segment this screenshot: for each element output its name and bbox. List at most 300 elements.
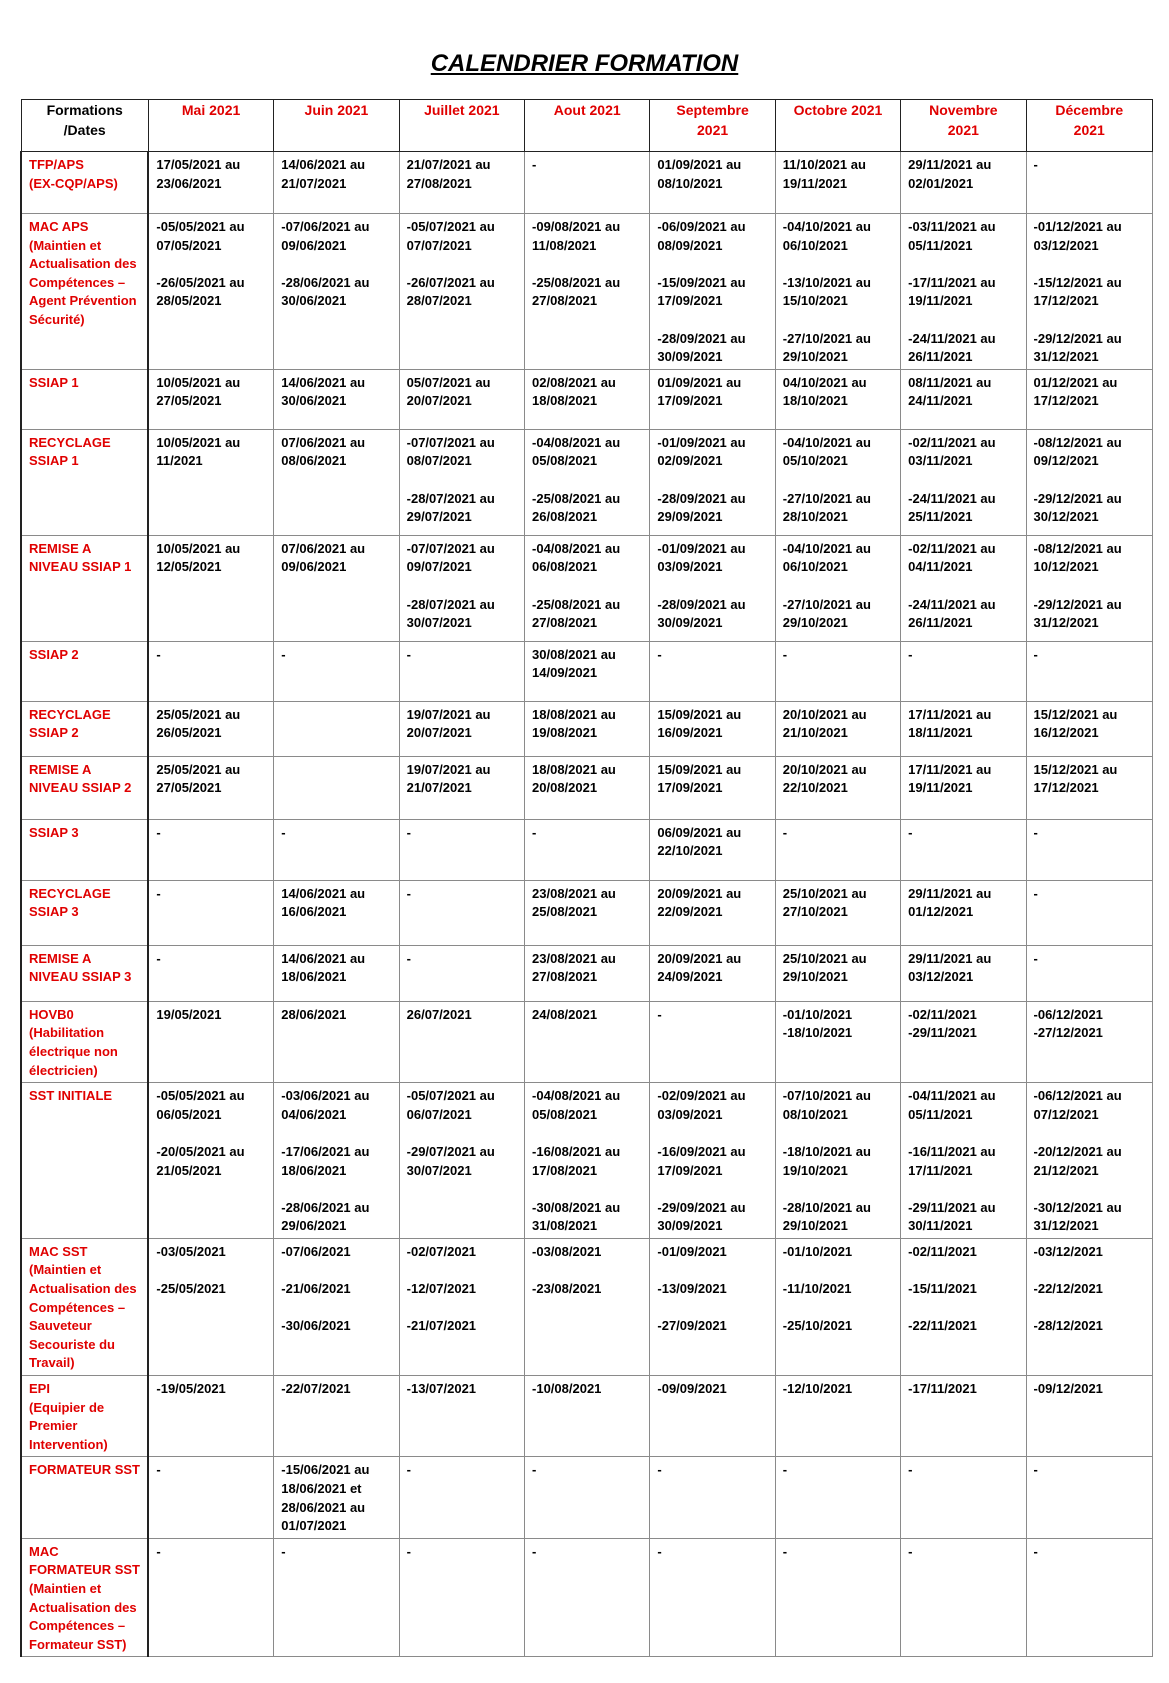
date-cell bbox=[901, 429, 1026, 535]
table-row bbox=[21, 152, 1153, 214]
text-line: 17/11/2021 au bbox=[908, 761, 992, 777]
text-line: -06/12/2021 au bbox=[1033, 1088, 1122, 1104]
text-line: 29/11/2021 au bbox=[908, 157, 992, 172]
date-cell bbox=[1026, 369, 1152, 429]
table-row bbox=[21, 369, 1153, 429]
date-cell bbox=[650, 701, 775, 756]
text-line: 30/09/2021 bbox=[657, 615, 723, 631]
text-line: -11/10/2021 bbox=[782, 1281, 852, 1297]
text-line: 30/12/2021 bbox=[1033, 509, 1099, 525]
date-cell bbox=[148, 701, 273, 756]
date-cell bbox=[1026, 880, 1152, 945]
date-cell bbox=[775, 945, 900, 1001]
text-line: FORMATEUR SST bbox=[29, 1562, 140, 1578]
text-line: 01/12/2021 au bbox=[1033, 374, 1118, 390]
date-cell bbox=[650, 1538, 775, 1657]
text-line: 03/09/2021 bbox=[657, 559, 723, 575]
text-line: 19/10/2021 bbox=[782, 1162, 848, 1178]
text-line: -17/11/2021 bbox=[908, 1381, 977, 1397]
text-line: - bbox=[532, 157, 537, 172]
text-line: - bbox=[406, 1543, 411, 1559]
date-cell bbox=[775, 152, 900, 214]
date-cell bbox=[650, 152, 775, 214]
text-line: 28/06/2021 bbox=[281, 1006, 347, 1022]
date-cell bbox=[901, 1001, 1026, 1082]
text-line: SSIAP 2 bbox=[29, 725, 79, 741]
date-cell bbox=[148, 429, 273, 535]
text-line: 28/10/2021 bbox=[782, 509, 848, 525]
text-line: 28/05/2021 bbox=[156, 293, 222, 309]
text-line bbox=[657, 255, 768, 274]
text-line bbox=[908, 1180, 1019, 1199]
text-line bbox=[407, 255, 518, 274]
date-cell bbox=[901, 152, 1026, 214]
text-line: (EX-CQP/APS) bbox=[29, 175, 118, 191]
text-line bbox=[532, 577, 643, 596]
text-line: -28/07/2021 au bbox=[406, 490, 495, 506]
text-line: 07/06/2021 au bbox=[281, 434, 366, 450]
text-line: 30/06/2021 bbox=[281, 393, 347, 409]
text-line: 31/12/2021 bbox=[1033, 1218, 1099, 1234]
text-line: Juin 2021 bbox=[304, 102, 369, 118]
text-line: 23/08/2021 au bbox=[532, 950, 616, 966]
text-line: -27/10/2021 au bbox=[782, 490, 871, 506]
date-cell bbox=[399, 152, 524, 214]
text-line: 05/08/2021 bbox=[532, 453, 598, 469]
text-line: 05/08/2021 bbox=[532, 1106, 598, 1122]
date-cell bbox=[399, 819, 524, 880]
text-line bbox=[1034, 471, 1146, 490]
text-line bbox=[657, 1180, 768, 1199]
text-line: - bbox=[532, 1543, 537, 1559]
text-line: -18/10/2021 au bbox=[782, 1143, 871, 1159]
training-name-cell bbox=[21, 880, 148, 945]
date-cell bbox=[148, 756, 273, 819]
text-line bbox=[783, 1124, 894, 1143]
date-cell bbox=[399, 1538, 524, 1657]
text-line: 19/11/2021 bbox=[908, 780, 973, 796]
text-line: -13/09/2021 bbox=[657, 1281, 727, 1297]
text-line: 06/07/2021 bbox=[406, 1106, 472, 1122]
text-line: -09/12/2021 bbox=[1033, 1381, 1103, 1397]
text-line: - bbox=[782, 1462, 788, 1478]
text-line: -01/09/2021 au bbox=[657, 434, 746, 450]
date-cell bbox=[901, 701, 1026, 756]
date-cell bbox=[148, 1001, 273, 1082]
text-line bbox=[407, 1124, 518, 1143]
text-line: 17/08/2021 bbox=[532, 1162, 598, 1178]
training-name-cell bbox=[21, 1001, 148, 1082]
text-line: NIVEAU SSIAP 1 bbox=[29, 559, 132, 575]
text-line: 27/05/2021 bbox=[156, 780, 222, 796]
text-line bbox=[908, 1261, 1019, 1280]
text-line: SSIAP 1 bbox=[29, 374, 79, 390]
text-line: 05/10/2021 bbox=[782, 453, 848, 469]
text-line: -28/09/2021 au bbox=[657, 490, 746, 506]
text-line: 23/06/2021 bbox=[156, 175, 222, 191]
text-line: 25/05/2021 au bbox=[156, 761, 241, 777]
text-line: 14/06/2021 au bbox=[281, 157, 366, 172]
text-line: - bbox=[156, 1543, 161, 1559]
text-line: 2021 bbox=[947, 122, 979, 138]
text-line: - bbox=[281, 646, 286, 662]
date-cell bbox=[650, 756, 775, 819]
text-line bbox=[908, 577, 1019, 596]
date-cell bbox=[399, 429, 524, 535]
text-line: 19/11/2021 bbox=[782, 175, 848, 191]
text-line: -20/05/2021 au bbox=[156, 1143, 245, 1159]
text-line: 20/07/2021 bbox=[406, 393, 472, 409]
text-line: 31/12/2021 bbox=[1033, 615, 1099, 631]
table-row bbox=[21, 1376, 1153, 1457]
text-line: 20/08/2021 bbox=[532, 780, 598, 796]
date-cell bbox=[775, 369, 900, 429]
text-line: Premier bbox=[29, 1418, 78, 1434]
text-line: - bbox=[1033, 157, 1038, 172]
date-cell bbox=[274, 945, 399, 1001]
text-line bbox=[1034, 1124, 1146, 1143]
month-header bbox=[650, 100, 775, 152]
text-line: - bbox=[782, 646, 788, 662]
training-name-cell bbox=[21, 701, 148, 756]
text-line: 26/07/2021 bbox=[406, 1006, 472, 1022]
text-line: -28/12/2021 bbox=[1033, 1318, 1103, 1334]
text-line: -29/12/2021 au bbox=[1033, 330, 1122, 346]
text-line: 21/07/2021 bbox=[406, 780, 472, 796]
text-line: 26/08/2021 bbox=[532, 509, 598, 525]
text-line: -07/07/2021 au bbox=[406, 434, 495, 450]
text-line: -28/06/2021 au bbox=[281, 274, 370, 290]
date-cell bbox=[399, 641, 524, 701]
text-line: 01/09/2021 au bbox=[657, 157, 742, 172]
date-cell bbox=[148, 880, 273, 945]
training-name-cell bbox=[21, 1538, 148, 1657]
text-line: 20/09/2021 au bbox=[657, 950, 742, 966]
text-line: 17/12/2021 bbox=[1033, 780, 1099, 796]
date-cell bbox=[274, 1083, 399, 1239]
text-line: 2021 bbox=[697, 122, 729, 138]
text-line: 27/08/2021 bbox=[406, 175, 472, 191]
text-line: 03/12/2021 bbox=[908, 969, 974, 985]
text-line: 10/05/2021 au bbox=[156, 540, 241, 556]
text-line: -03/08/2021 bbox=[532, 1243, 602, 1259]
text-line: 10/05/2021 au bbox=[156, 434, 241, 450]
text-line: 28/07/2021 bbox=[406, 293, 472, 309]
date-cell bbox=[525, 641, 650, 701]
date-cell bbox=[148, 641, 273, 701]
date-cell bbox=[148, 535, 273, 641]
date-cell bbox=[525, 1376, 650, 1457]
text-line: -16/09/2021 au bbox=[657, 1143, 746, 1159]
text-line: 11/10/2021 au bbox=[782, 157, 866, 172]
text-line: - bbox=[156, 1462, 161, 1478]
text-line: - bbox=[657, 1462, 662, 1478]
text-line: -03/06/2021 au bbox=[281, 1088, 370, 1104]
text-line: 18/10/2021 bbox=[782, 393, 848, 409]
text-line: -24/11/2021 au bbox=[908, 596, 996, 612]
text-line: 21/05/2021 bbox=[156, 1162, 222, 1178]
text-line: 08/10/2021 bbox=[782, 1106, 848, 1122]
text-line: -24/11/2021 au bbox=[908, 490, 996, 506]
date-cell bbox=[775, 641, 900, 701]
date-cell bbox=[775, 1457, 900, 1538]
text-line: -16/11/2021 au bbox=[908, 1143, 996, 1159]
text-line: - bbox=[908, 824, 913, 840]
text-line: -15/11/2021 bbox=[908, 1281, 977, 1297]
text-line: Aout 2021 bbox=[553, 102, 621, 118]
date-cell bbox=[650, 880, 775, 945]
text-line: 17/09/2021 bbox=[657, 1162, 723, 1178]
text-line: Formateur SST) bbox=[29, 1636, 127, 1652]
text-line: 03/11/2021 bbox=[908, 453, 973, 469]
text-line bbox=[657, 1299, 768, 1318]
date-cell bbox=[525, 1538, 650, 1657]
training-name-cell bbox=[21, 945, 148, 1001]
text-line: -26/07/2021 au bbox=[406, 274, 495, 290]
text-line: 27/08/2021 bbox=[532, 615, 598, 631]
text-line: 05/11/2021 bbox=[908, 1106, 973, 1122]
text-line: 30/09/2021 bbox=[657, 349, 723, 365]
training-calendar-table bbox=[20, 99, 1153, 1657]
training-name-cell bbox=[21, 214, 148, 370]
text-line: 29/07/2021 bbox=[406, 509, 472, 525]
text-line: 20/10/2021 au bbox=[782, 706, 867, 722]
date-cell bbox=[148, 152, 273, 214]
text-line: 08/09/2021 bbox=[657, 237, 723, 253]
date-cell bbox=[1026, 1238, 1152, 1375]
text-line: FORMATEUR SST bbox=[29, 1462, 140, 1478]
text-line: -01/10/2021 bbox=[782, 1243, 853, 1259]
text-line: 23/08/2021 au bbox=[532, 885, 616, 901]
table-row bbox=[21, 1538, 1153, 1657]
text-line: -21/07/2021 bbox=[406, 1318, 477, 1334]
date-cell bbox=[650, 1001, 775, 1082]
text-line: 27/08/2021 bbox=[532, 969, 598, 985]
date-cell bbox=[1026, 1001, 1152, 1082]
table-row bbox=[21, 214, 1153, 370]
text-line: -03/12/2021 bbox=[1033, 1243, 1103, 1259]
text-line: 29/11/2021 au bbox=[908, 950, 992, 966]
text-line: -06/12/2021 bbox=[1033, 1006, 1103, 1022]
date-cell bbox=[148, 945, 273, 1001]
text-line: RECYCLAGE bbox=[29, 434, 111, 450]
text-line: - bbox=[657, 646, 662, 662]
text-line: 17/12/2021 bbox=[1033, 393, 1099, 409]
text-line: 06/09/2021 au bbox=[657, 824, 742, 840]
date-cell bbox=[901, 880, 1026, 945]
training-name-cell bbox=[21, 641, 148, 701]
text-line: Septembre bbox=[676, 102, 749, 118]
text-line: NIVEAU SSIAP 3 bbox=[29, 969, 132, 985]
text-line: 29/10/2021 bbox=[782, 1218, 848, 1234]
table-row bbox=[21, 429, 1153, 535]
text-line: 16/06/2021 bbox=[281, 904, 347, 920]
text-line: 10/12/2021 bbox=[1033, 559, 1099, 575]
text-line: 21/07/2021 au bbox=[406, 157, 491, 172]
text-line bbox=[532, 1180, 643, 1199]
text-line: -28/07/2021 au bbox=[406, 596, 495, 612]
date-cell bbox=[399, 945, 524, 1001]
text-line bbox=[1034, 577, 1146, 596]
text-line: -27/12/2021 bbox=[1033, 1025, 1103, 1041]
text-line: -07/06/2021 au bbox=[281, 219, 370, 234]
text-line: -21/06/2021 bbox=[281, 1281, 351, 1297]
text-line: -09/08/2021 au bbox=[532, 219, 621, 234]
text-line: -01/09/2021 bbox=[657, 1243, 727, 1259]
date-cell bbox=[650, 1238, 775, 1375]
text-line: -08/12/2021 au bbox=[1033, 540, 1122, 556]
text-line: 30/06/2021 bbox=[281, 293, 347, 309]
text-line: - bbox=[657, 1006, 662, 1022]
month-header bbox=[274, 100, 399, 152]
text-line: - bbox=[1033, 1543, 1038, 1559]
text-line: /Dates bbox=[63, 122, 106, 138]
table-row bbox=[21, 701, 1153, 756]
date-cell bbox=[148, 214, 273, 370]
date-cell bbox=[525, 945, 650, 1001]
text-line bbox=[1034, 1299, 1146, 1318]
month-header bbox=[399, 100, 524, 152]
date-cell bbox=[901, 535, 1026, 641]
text-line: -02/11/2021 bbox=[908, 1243, 977, 1259]
date-cell bbox=[775, 1238, 900, 1375]
text-line: 06/10/2021 bbox=[782, 559, 848, 575]
text-line: 30/07/2021 bbox=[406, 1162, 472, 1178]
text-line: Agent Prévention bbox=[29, 293, 137, 309]
text-line: Actualisation des bbox=[29, 1281, 137, 1297]
text-line: 29/06/2021 bbox=[281, 1218, 347, 1234]
text-line: 22/09/2021 bbox=[657, 904, 723, 920]
text-line: 27/05/2021 bbox=[156, 393, 222, 409]
text-line: 04/10/2021 au bbox=[782, 374, 867, 390]
text-line bbox=[908, 1124, 1019, 1143]
text-line: 18/06/2021 bbox=[281, 1162, 347, 1178]
training-name-cell bbox=[21, 429, 148, 535]
text-line bbox=[1034, 1180, 1146, 1199]
text-line: 21/07/2021 bbox=[281, 175, 347, 191]
date-cell bbox=[274, 214, 399, 370]
date-cell bbox=[399, 369, 524, 429]
text-line: 26/11/2021 bbox=[908, 349, 973, 365]
text-line: 11/2021 bbox=[156, 453, 203, 469]
text-line bbox=[908, 255, 1019, 274]
text-line bbox=[281, 1299, 392, 1318]
text-line: -17/06/2021 au bbox=[281, 1143, 370, 1159]
text-line: - bbox=[281, 1543, 286, 1559]
text-line: 15/12/2021 au bbox=[1033, 706, 1118, 722]
text-line: 17/09/2021 bbox=[657, 393, 723, 409]
text-line: -24/11/2021 au bbox=[908, 330, 996, 346]
text-line: -12/07/2021 bbox=[406, 1281, 477, 1297]
text-line: 2021 bbox=[1073, 122, 1105, 138]
text-line: - bbox=[406, 824, 411, 840]
text-line: -13/10/2021 au bbox=[782, 274, 871, 290]
text-line: MAC APS bbox=[29, 219, 89, 234]
text-line bbox=[281, 255, 392, 274]
text-line: Décembre bbox=[1055, 102, 1124, 118]
text-line: 08/10/2021 bbox=[657, 175, 723, 191]
date-cell bbox=[274, 429, 399, 535]
text-line bbox=[783, 1180, 894, 1199]
text-line bbox=[407, 1299, 518, 1318]
date-cell bbox=[399, 1001, 524, 1082]
text-line: Sécurité) bbox=[29, 311, 85, 327]
date-cell bbox=[901, 819, 1026, 880]
text-line: 29/10/2021 bbox=[782, 349, 848, 365]
table-row bbox=[21, 880, 1153, 945]
text-line: - bbox=[908, 646, 913, 662]
text-line: REMISE A bbox=[29, 761, 92, 777]
text-line: - bbox=[156, 646, 161, 662]
text-line: SSIAP 3 bbox=[29, 824, 79, 840]
text-line: 06/08/2021 bbox=[532, 559, 598, 575]
date-cell bbox=[775, 1083, 900, 1239]
text-line: 05/11/2021 bbox=[908, 237, 973, 253]
text-line: Juillet 2021 bbox=[424, 102, 500, 118]
date-cell bbox=[901, 369, 1026, 429]
text-line bbox=[908, 1299, 1019, 1318]
text-line bbox=[156, 255, 267, 274]
text-line bbox=[657, 471, 768, 490]
text-line: -30/12/2021 au bbox=[1033, 1199, 1122, 1215]
text-line bbox=[281, 1180, 392, 1199]
text-line bbox=[908, 471, 1019, 490]
text-line: 04/06/2021 bbox=[281, 1106, 347, 1122]
text-line bbox=[783, 255, 894, 274]
text-line: 30/09/2021 bbox=[657, 1218, 723, 1234]
text-line: -25/08/2021 au bbox=[532, 274, 621, 290]
date-cell bbox=[525, 1238, 650, 1375]
text-line: Secouriste du bbox=[29, 1336, 115, 1352]
date-cell bbox=[525, 535, 650, 641]
text-line: -02/09/2021 au bbox=[657, 1088, 746, 1104]
date-cell bbox=[274, 641, 399, 701]
text-line: 30/08/2021 au bbox=[532, 646, 616, 662]
text-line: -03/05/2021 bbox=[156, 1243, 226, 1259]
date-cell bbox=[525, 369, 650, 429]
text-line: 25/05/2021 au bbox=[156, 706, 241, 722]
text-line: -29/11/2021 bbox=[908, 1025, 977, 1041]
text-line bbox=[156, 1261, 267, 1280]
text-line: -05/05/2021 au bbox=[156, 1088, 245, 1104]
text-line: 20/10/2021 au bbox=[782, 761, 867, 777]
text-line: HOVB0 bbox=[29, 1006, 74, 1022]
text-line: - bbox=[532, 1462, 537, 1478]
text-line bbox=[657, 1261, 768, 1280]
text-line: 29/10/2021 bbox=[782, 615, 848, 631]
text-line: -01/12/2021 au bbox=[1033, 219, 1122, 234]
table-row bbox=[21, 1083, 1153, 1239]
text-line: 17/09/2021 bbox=[657, 293, 723, 309]
text-line: - bbox=[1033, 885, 1038, 901]
text-line: 24/08/2021 bbox=[532, 1006, 598, 1022]
date-cell bbox=[399, 1376, 524, 1457]
text-line: 14/09/2021 bbox=[532, 665, 598, 681]
text-line: Mai 2021 bbox=[181, 102, 241, 118]
date-cell bbox=[650, 1457, 775, 1538]
date-cell bbox=[775, 1376, 900, 1457]
text-line: 31/12/2021 bbox=[1033, 349, 1099, 365]
month-header bbox=[901, 100, 1026, 152]
text-line: -13/07/2021 bbox=[406, 1381, 477, 1397]
date-cell bbox=[650, 641, 775, 701]
text-line: 07/05/2021 bbox=[156, 237, 222, 253]
text-line: 15/09/2021 au bbox=[657, 706, 742, 722]
text-line: REMISE A bbox=[29, 950, 92, 966]
text-line: -04/10/2021 au bbox=[782, 219, 871, 234]
text-line: électricien) bbox=[29, 1062, 98, 1078]
text-line: -27/09/2021 bbox=[657, 1318, 727, 1334]
